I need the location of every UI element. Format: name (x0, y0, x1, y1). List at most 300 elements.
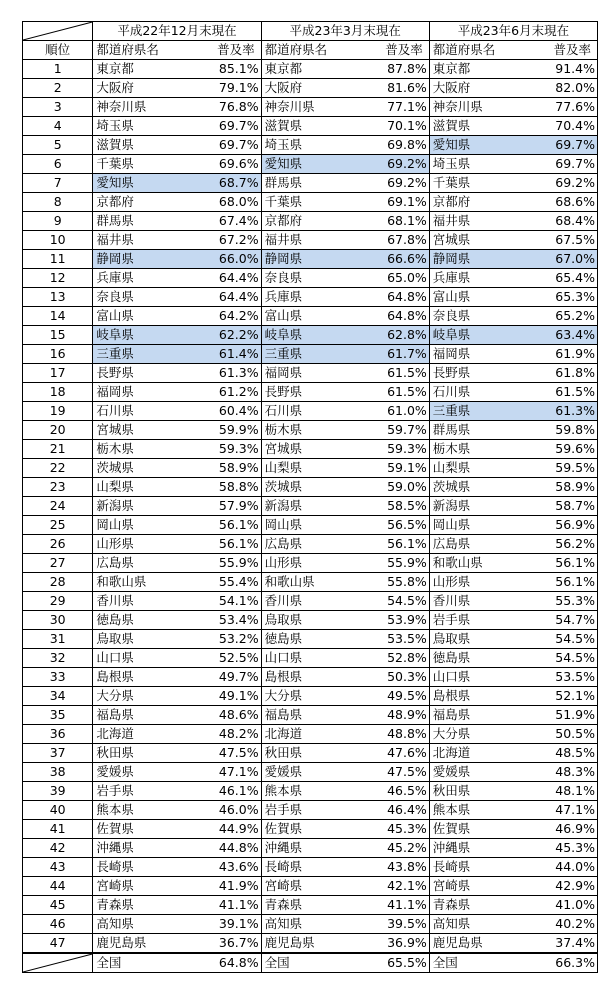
table-row (23, 725, 598, 744)
rank-cell: 17 (23, 364, 93, 383)
rate-value-cell: 41.0% (521, 896, 597, 915)
prefecture-name-cell: 岐阜県 (261, 326, 353, 345)
rate-value-cell: 59.3% (353, 440, 429, 459)
prefecture-name-cell: 高知県 (261, 915, 353, 934)
prefecture-name-cell: 長野県 (93, 364, 185, 383)
rate-value-cell: 64.8% (353, 288, 429, 307)
rate-value-cell: 61.5% (353, 383, 429, 402)
rate-value-cell: 45.2% (353, 839, 429, 858)
rate-value-cell: 41.1% (353, 896, 429, 915)
rate-value-cell: 49.1% (185, 687, 261, 706)
total-corner-diagonal (23, 953, 93, 973)
rank-cell: 18 (23, 383, 93, 402)
rate-value-cell: 76.8% (185, 98, 261, 117)
prefecture-name-cell: 北海道 (93, 725, 185, 744)
rank-cell: 2 (23, 79, 93, 98)
prefecture-name-cell: 石川県 (429, 383, 521, 402)
rate-value-cell: 64.4% (185, 288, 261, 307)
rate-value-cell: 69.2% (353, 174, 429, 193)
prefecture-name-cell: 長崎県 (261, 858, 353, 877)
prefecture-name-cell: 福井県 (429, 212, 521, 231)
prefecture-name-cell: 宮城県 (93, 421, 185, 440)
prefecture-name-cell: 北海道 (261, 725, 353, 744)
prefecture-name-cell: 富山県 (261, 307, 353, 326)
prefecture-name-cell: 富山県 (429, 288, 521, 307)
header-row-columns (23, 41, 598, 60)
prefecture-name-cell: 京都府 (429, 193, 521, 212)
rate-value-cell: 44.9% (185, 820, 261, 839)
prefecture-name-cell: 長野県 (261, 383, 353, 402)
rank-cell: 6 (23, 155, 93, 174)
prefecture-name-cell: 兵庫県 (429, 269, 521, 288)
national-rate-cell: 66.3% (521, 953, 597, 973)
rate-value-cell: 43.6% (185, 858, 261, 877)
rate-value-cell: 55.8% (353, 573, 429, 592)
rate-value-cell: 70.4% (521, 117, 597, 136)
rate-value-cell: 58.7% (521, 497, 597, 516)
prefecture-name-cell: 福島県 (429, 706, 521, 725)
rate-value-cell: 59.8% (521, 421, 597, 440)
rank-cell: 4 (23, 117, 93, 136)
rate-value-cell: 69.7% (185, 136, 261, 155)
prefecture-name-cell: 青森県 (429, 896, 521, 915)
rank-cell: 7 (23, 174, 93, 193)
rate-value-cell: 58.8% (185, 478, 261, 497)
prefecture-name-cell: 愛知県 (429, 136, 521, 155)
penetration-rate-ranking-table (22, 21, 598, 973)
prefecture-name-cell: 宮城県 (429, 231, 521, 250)
rate-value-cell: 62.8% (353, 326, 429, 345)
rate-value-cell: 55.9% (185, 554, 261, 573)
prefecture-name-cell: 鳥取県 (93, 630, 185, 649)
prefecture-name-cell: 愛媛県 (261, 763, 353, 782)
prefecture-name-cell: 茨城県 (261, 478, 353, 497)
rank-cell: 41 (23, 820, 93, 839)
prefecture-name-cell: 神奈川県 (93, 98, 185, 117)
rate-value-cell: 69.7% (185, 117, 261, 136)
prefecture-name-cell: 山形県 (261, 554, 353, 573)
ranking-table-container (22, 21, 598, 973)
prefecture-name-cell: 福島県 (261, 706, 353, 725)
rate-value-cell: 69.8% (353, 136, 429, 155)
prefecture-name-cell: 香川県 (93, 592, 185, 611)
prefecture-name-cell: 新潟県 (93, 497, 185, 516)
prefecture-name-cell: 静岡県 (429, 250, 521, 269)
prefecture-name-cell: 群馬県 (429, 421, 521, 440)
prefecture-name-cell: 沖縄県 (93, 839, 185, 858)
rank-column-header: 順位 (23, 41, 93, 60)
prefecture-name-cell: 茨城県 (93, 459, 185, 478)
prefecture-name-cell: 長野県 (429, 364, 521, 383)
prefecture-name-cell: 青森県 (93, 896, 185, 915)
prefecture-name-cell: 大阪府 (429, 79, 521, 98)
table-row (23, 858, 598, 877)
rate-value-cell: 48.5% (521, 744, 597, 763)
national-label-cell: 全国 (261, 953, 353, 973)
rate-value-cell: 56.1% (185, 535, 261, 554)
rank-cell: 9 (23, 212, 93, 231)
prefecture-name-cell: 兵庫県 (261, 288, 353, 307)
rate-value-cell: 44.8% (185, 839, 261, 858)
prefecture-name-cell: 佐賀県 (261, 820, 353, 839)
rate-value-cell: 50.3% (353, 668, 429, 687)
table-row (23, 744, 598, 763)
prefecture-name-cell: 徳島県 (261, 630, 353, 649)
rate-value-cell: 47.1% (185, 763, 261, 782)
rate-value-cell: 59.1% (353, 459, 429, 478)
rate-value-cell: 51.9% (521, 706, 597, 725)
rank-cell: 16 (23, 345, 93, 364)
rate-value-cell: 53.9% (353, 611, 429, 630)
rate-value-cell: 49.5% (353, 687, 429, 706)
rank-cell: 36 (23, 725, 93, 744)
rank-cell: 32 (23, 649, 93, 668)
prefecture-name-cell: 福岡県 (93, 383, 185, 402)
table-row (23, 193, 598, 212)
rate-value-cell: 69.2% (353, 155, 429, 174)
prefecture-name-cell: 秋田県 (261, 744, 353, 763)
rank-cell: 24 (23, 497, 93, 516)
rate-value-cell: 39.1% (185, 915, 261, 934)
rate-value-cell: 68.6% (521, 193, 597, 212)
table-row (23, 630, 598, 649)
rate-value-cell: 67.2% (185, 231, 261, 250)
prefecture-name-cell: 高知県 (429, 915, 521, 934)
prefecture-name-cell: 石川県 (261, 402, 353, 421)
prefecture-name-cell: 栃木県 (93, 440, 185, 459)
rate-value-cell: 36.7% (185, 934, 261, 954)
rank-cell: 10 (23, 231, 93, 250)
rate-value-cell: 41.1% (185, 896, 261, 915)
rate-value-cell: 79.1% (185, 79, 261, 98)
rate-value-cell: 47.5% (185, 744, 261, 763)
prefecture-name-cell: 群馬県 (93, 212, 185, 231)
prefecture-name-cell: 香川県 (261, 592, 353, 611)
prefecture-name-cell: 東京都 (429, 60, 521, 79)
rate-value-cell: 62.2% (185, 326, 261, 345)
prefecture-name-cell: 熊本県 (93, 801, 185, 820)
prefecture-name-cell: 岩手県 (429, 611, 521, 630)
rate-value-cell: 68.7% (185, 174, 261, 193)
rate-value-cell: 54.7% (521, 611, 597, 630)
prefecture-name-cell: 島根県 (93, 668, 185, 687)
rate-value-cell: 44.0% (521, 858, 597, 877)
prefecture-name-cell: 青森県 (261, 896, 353, 915)
prefecture-name-cell: 愛媛県 (429, 763, 521, 782)
rank-cell: 1 (23, 60, 93, 79)
rate-value-cell: 46.0% (185, 801, 261, 820)
rank-cell: 28 (23, 573, 93, 592)
rate-value-cell: 52.8% (353, 649, 429, 668)
prefecture-name-cell: 奈良県 (93, 288, 185, 307)
table-row (23, 896, 598, 915)
table-row (23, 877, 598, 896)
rank-cell: 20 (23, 421, 93, 440)
table-row (23, 554, 598, 573)
period-header-jun-h23: 平成23年6月末現在 (429, 22, 597, 41)
rate-value-cell: 46.9% (521, 820, 597, 839)
rate-value-cell: 42.9% (521, 877, 597, 896)
prefecture-name-cell: 群馬県 (261, 174, 353, 193)
rate-value-cell: 54.5% (353, 592, 429, 611)
period-header-dec-h22: 平成22年12月末現在 (93, 22, 261, 41)
prefecture-name-cell: 岐阜県 (429, 326, 521, 345)
prefecture-name-cell: 宮崎県 (429, 877, 521, 896)
prefecture-name-cell: 鳥取県 (261, 611, 353, 630)
rate-value-cell: 56.2% (521, 535, 597, 554)
rate-value-cell: 58.5% (353, 497, 429, 516)
rate-value-cell: 59.5% (521, 459, 597, 478)
prefecture-name-cell: 石川県 (93, 402, 185, 421)
rate-value-cell: 45.3% (353, 820, 429, 839)
rate-value-cell: 53.5% (521, 668, 597, 687)
rate-value-cell: 87.8% (353, 60, 429, 79)
national-rate-cell: 65.5% (353, 953, 429, 973)
prefecture-name-cell: 三重県 (429, 402, 521, 421)
rate-value-cell: 47.6% (353, 744, 429, 763)
prefecture-name-cell: 滋賀県 (261, 117, 353, 136)
table-row (23, 326, 598, 345)
table-row (23, 478, 598, 497)
rate-value-cell: 67.4% (185, 212, 261, 231)
national-label-cell: 全国 (429, 953, 521, 973)
rate-value-cell: 55.3% (521, 592, 597, 611)
rate-value-cell: 45.3% (521, 839, 597, 858)
rate-value-cell: 56.5% (353, 516, 429, 535)
table-row (23, 820, 598, 839)
national-rate-cell: 64.8% (185, 953, 261, 973)
table-row (23, 687, 598, 706)
table-row (23, 98, 598, 117)
rank-cell: 3 (23, 98, 93, 117)
prefecture-name-cell: 茨城県 (429, 478, 521, 497)
prefecture-name-cell: 大分県 (93, 687, 185, 706)
rank-cell: 37 (23, 744, 93, 763)
prefecture-name-cell: 京都府 (261, 212, 353, 231)
rank-cell: 15 (23, 326, 93, 345)
prefecture-name-cell: 静岡県 (93, 250, 185, 269)
table-row (23, 782, 598, 801)
prefecture-name-cell: 愛知県 (261, 155, 353, 174)
prefecture-name-cell: 福井県 (261, 231, 353, 250)
prefecture-name-cell: 宮崎県 (261, 877, 353, 896)
rate-value-cell: 40.2% (521, 915, 597, 934)
prefecture-name-cell: 広島県 (261, 535, 353, 554)
rank-cell: 23 (23, 478, 93, 497)
prefecture-name-cell: 鹿児島県 (261, 934, 353, 954)
prefecture-name-cell: 岩手県 (93, 782, 185, 801)
prefecture-name-cell: 滋賀県 (429, 117, 521, 136)
rate-value-cell: 52.1% (521, 687, 597, 706)
rate-value-cell: 61.0% (353, 402, 429, 421)
table-row (23, 231, 598, 250)
rate-value-cell: 69.1% (353, 193, 429, 212)
rate-value-cell: 53.5% (353, 630, 429, 649)
rate-value-cell: 56.1% (521, 573, 597, 592)
table-row (23, 212, 598, 231)
rate-value-cell: 41.9% (185, 877, 261, 896)
prefecture-name-cell: 新潟県 (429, 497, 521, 516)
prefecture-name-cell: 福岡県 (261, 364, 353, 383)
rank-cell: 39 (23, 782, 93, 801)
table-row (23, 383, 598, 402)
rate-value-cell: 69.7% (521, 136, 597, 155)
prefecture-name-cell: 山梨県 (429, 459, 521, 478)
rate-value-cell: 47.1% (521, 801, 597, 820)
rate-value-cell: 59.0% (353, 478, 429, 497)
rate-value-cell: 85.1% (185, 60, 261, 79)
rate-value-cell: 54.1% (185, 592, 261, 611)
prefecture-name-cell: 鹿児島県 (93, 934, 185, 954)
prefecture-name-cell: 沖縄県 (429, 839, 521, 858)
table-row (23, 497, 598, 516)
prefecture-name-cell: 大分県 (429, 725, 521, 744)
rate-value-cell: 61.2% (185, 383, 261, 402)
rate-value-cell: 39.5% (353, 915, 429, 934)
prefecture-name-cell: 山口県 (261, 649, 353, 668)
rank-cell: 19 (23, 402, 93, 421)
prefecture-name-cell: 岐阜県 (93, 326, 185, 345)
rank-cell: 45 (23, 896, 93, 915)
table-row (23, 573, 598, 592)
table-row (23, 706, 598, 725)
rate-value-cell: 67.8% (353, 231, 429, 250)
prefecture-name-cell: 埼玉県 (429, 155, 521, 174)
prefecture-name-cell: 東京都 (261, 60, 353, 79)
prefecture-name-cell: 和歌山県 (261, 573, 353, 592)
rank-cell: 30 (23, 611, 93, 630)
rate-value-cell: 48.2% (185, 725, 261, 744)
rate-value-cell: 48.8% (353, 725, 429, 744)
prefecture-name-cell: 山形県 (93, 535, 185, 554)
prefecture-name-cell: 山口県 (93, 649, 185, 668)
rate-value-cell: 64.4% (185, 269, 261, 288)
rank-cell: 13 (23, 288, 93, 307)
prefecture-name-cell: 宮崎県 (93, 877, 185, 896)
rank-cell: 25 (23, 516, 93, 535)
rate-value-cell: 68.0% (185, 193, 261, 212)
prefecture-name-cell: 佐賀県 (93, 820, 185, 839)
prefecture-name-cell: 東京都 (93, 60, 185, 79)
table-row (23, 402, 598, 421)
rank-cell: 12 (23, 269, 93, 288)
prefecture-name-cell: 京都府 (93, 193, 185, 212)
rate-value-cell: 42.1% (353, 877, 429, 896)
rate-value-cell: 55.9% (353, 554, 429, 573)
table-row (23, 839, 598, 858)
rank-cell: 46 (23, 915, 93, 934)
prefecture-name-cell: 千葉県 (261, 193, 353, 212)
prefecture-name-cell: 福岡県 (429, 345, 521, 364)
rate-value-cell: 58.9% (521, 478, 597, 497)
table-row (23, 345, 598, 364)
rate-column-header: 普及率 (353, 41, 429, 60)
rank-cell: 22 (23, 459, 93, 478)
prefecture-name-cell: 島根県 (261, 668, 353, 687)
rank-cell: 43 (23, 858, 93, 877)
rate-value-cell: 61.8% (521, 364, 597, 383)
table-row (23, 915, 598, 934)
table-row (23, 934, 598, 954)
table-row (23, 668, 598, 687)
rate-value-cell: 67.5% (521, 231, 597, 250)
rate-value-cell: 66.0% (185, 250, 261, 269)
rate-value-cell: 65.4% (521, 269, 597, 288)
prefecture-name-cell: 徳島県 (93, 611, 185, 630)
table-row (23, 250, 598, 269)
header-row-periods (23, 22, 598, 41)
rate-value-cell: 47.5% (353, 763, 429, 782)
prefecture-name-cell: 北海道 (429, 744, 521, 763)
rank-cell: 42 (23, 839, 93, 858)
rate-value-cell: 68.4% (521, 212, 597, 231)
rate-value-cell: 54.5% (521, 630, 597, 649)
prefecture-name-cell: 長崎県 (93, 858, 185, 877)
table-row (23, 592, 598, 611)
prefecture-name-cell: 岡山県 (429, 516, 521, 535)
prefecture-name-cell: 栃木県 (261, 421, 353, 440)
prefecture-name-cell: 千葉県 (429, 174, 521, 193)
table-row (23, 801, 598, 820)
prefecture-name-cell: 奈良県 (261, 269, 353, 288)
rate-value-cell: 63.4% (521, 326, 597, 345)
prefecture-name-cell: 福井県 (93, 231, 185, 250)
prefecture-name-cell: 愛媛県 (93, 763, 185, 782)
rate-value-cell: 49.7% (185, 668, 261, 687)
rate-value-cell: 91.4% (521, 60, 597, 79)
rank-cell: 21 (23, 440, 93, 459)
prefecture-name-cell: 長崎県 (429, 858, 521, 877)
rank-cell: 34 (23, 687, 93, 706)
rate-value-cell: 81.6% (353, 79, 429, 98)
rate-value-cell: 52.5% (185, 649, 261, 668)
prefecture-column-header: 都道府県名 (429, 41, 521, 60)
rate-value-cell: 61.7% (353, 345, 429, 364)
prefecture-column-header: 都道府県名 (261, 41, 353, 60)
prefecture-name-cell: 神奈川県 (429, 98, 521, 117)
table-row (23, 516, 598, 535)
prefecture-name-cell: 埼玉県 (93, 117, 185, 136)
prefecture-name-cell: 熊本県 (261, 782, 353, 801)
prefecture-name-cell: 静岡県 (261, 250, 353, 269)
table-row (23, 364, 598, 383)
rank-cell: 26 (23, 535, 93, 554)
rate-value-cell: 50.5% (521, 725, 597, 744)
rate-value-cell: 65.0% (353, 269, 429, 288)
rate-value-cell: 82.0% (521, 79, 597, 98)
prefecture-name-cell: 神奈川県 (261, 98, 353, 117)
rate-value-cell: 56.1% (353, 535, 429, 554)
table-row (23, 440, 598, 459)
rate-value-cell: 61.5% (521, 383, 597, 402)
prefecture-name-cell: 愛知県 (93, 174, 185, 193)
table-row (23, 763, 598, 782)
rate-value-cell: 54.5% (521, 649, 597, 668)
rate-value-cell: 55.4% (185, 573, 261, 592)
rate-value-cell: 77.1% (353, 98, 429, 117)
table-row (23, 136, 598, 155)
prefecture-name-cell: 栃木県 (429, 440, 521, 459)
rate-value-cell: 69.6% (185, 155, 261, 174)
prefecture-name-cell: 佐賀県 (429, 820, 521, 839)
prefecture-name-cell: 福島県 (93, 706, 185, 725)
table-row (23, 611, 598, 630)
table-row (23, 174, 598, 193)
prefecture-name-cell: 鹿児島県 (429, 934, 521, 954)
rank-cell: 27 (23, 554, 93, 573)
rate-value-cell: 48.1% (521, 782, 597, 801)
prefecture-name-cell: 山梨県 (261, 459, 353, 478)
